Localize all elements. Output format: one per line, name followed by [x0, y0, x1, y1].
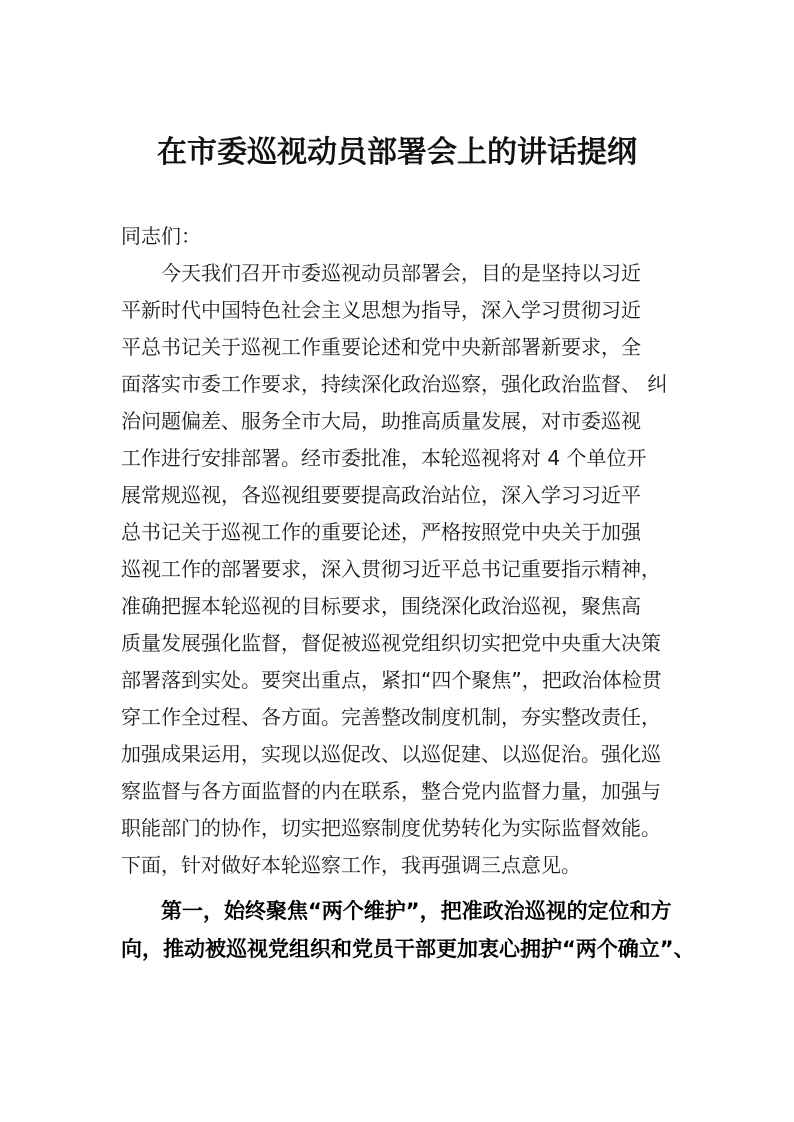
paragraph-line: 下面，针对做好本轮巡察工作，我再强调三点意见。 [121, 853, 581, 877]
paragraph-line: 察监督与各方面监督的内在联系，整合党内监督力量，加强与 [121, 779, 661, 803]
paragraph-line: 治问题偏差、服务全市大局，助推高质量发展，对市委巡视 [121, 409, 641, 433]
bold-paragraph-line: 向，推动被巡视党组织和党员干部更加衷心拥护“两个确立”、 [121, 937, 695, 961]
document-title: 在市委巡视动员部署会上的讲话提纲 [157, 135, 637, 170]
paragraph-line: 面落实市委工作要求，持续深化政治巡察，强化政治监督、 纠 [121, 372, 668, 396]
paragraph-line: 平新时代中国特色社会主义思想为指导，深入学习贯彻习近 [121, 298, 641, 322]
paragraph-line: 质量发展强化监督，督促被巡视党组织切实把党中央重大决策 [121, 631, 661, 655]
paragraph-line: 总书记关于巡视工作的重要论述，严格按照党中央关于加强 [121, 520, 641, 544]
paragraph-line: 加强成果运用，实现以巡促改、以巡促建、以巡促治。强化巡 [121, 742, 661, 766]
paragraph-line: 展常规巡视，各巡视组要要提高政治站位，深入学习习近平 [121, 483, 641, 507]
salutation: 同志们： [121, 224, 201, 248]
paragraph-line: 巡视工作的部署要求，深入贯彻习近平总书记重要指示精神， [121, 557, 661, 581]
paragraph-line: 今天我们召开市委巡视动员部署会，目的是坚持以习近 [161, 261, 641, 285]
bold-paragraph-line: 第一，始终聚焦“两个维护”，把准政治巡视的定位和方 [161, 899, 672, 923]
paragraph-line: 职能部门的协作，切实把巡察制度优势转化为实际监督效能。 [121, 816, 661, 840]
paragraph-line: 准确把握本轮巡视的目标要求，围绕深化政治巡视，聚焦高 [121, 594, 641, 618]
paragraph-line: 穿工作全过程、各方面。完善整改制度机制，夯实整改责任， [121, 705, 661, 729]
paragraph-line: 部署落到实处。要突出重点，紧扣“四个聚焦”，把政治体检贯 [121, 668, 662, 692]
paragraph-line: 平总书记关于巡视工作重要论述和党中央新部署新要求，全 [121, 335, 641, 359]
paragraph-line: 工作进行安排部署。经市委批准，本轮巡视将对 4 个单位开 [121, 446, 647, 470]
